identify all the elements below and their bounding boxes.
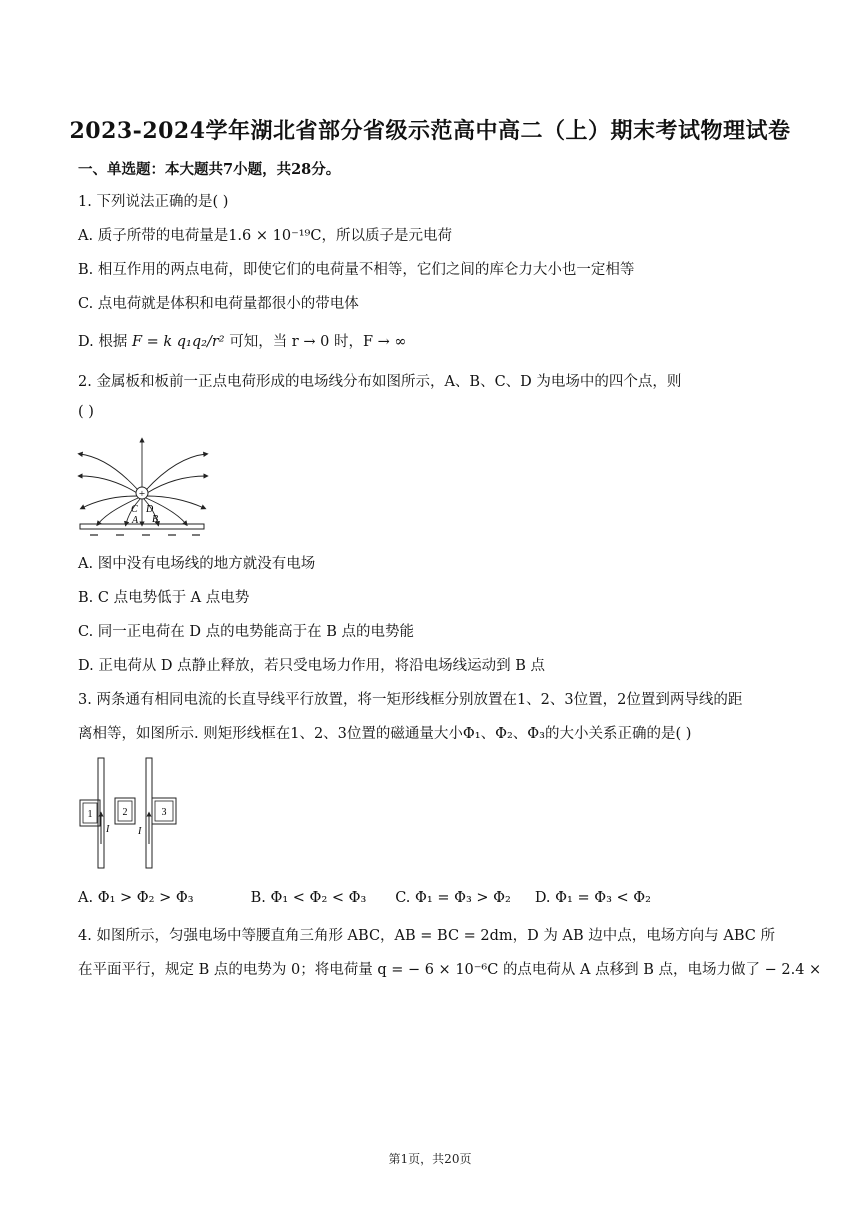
- q1-option-d-suffix: 可知，当 r → 0 时，F → ∞: [229, 334, 407, 350]
- q1-option-d-prefix: D. 根据: [78, 334, 128, 350]
- coulomb-formula: F = k q₁q₂/r²: [131, 334, 225, 350]
- q2-option-d: D. 正电荷从 D 点静止释放，若只受电场力作用，将沿电场线运动到 B 点: [78, 658, 546, 674]
- parallel-wires-figure: [76, 754, 186, 872]
- current-label-1: I: [106, 824, 110, 835]
- q4-line1: 4. 如图所示，匀强电场中等腰直角三角形 ABC，AB = BC = 2dm，D 为 AB 边中点，电场方向与 ABC 所: [78, 928, 775, 944]
- q1-stem: 1. 下列说法正确的是( ): [78, 194, 229, 210]
- q3-options: [78, 890, 651, 906]
- frame-2-label: 2: [122, 807, 128, 818]
- q1-option-d: [78, 330, 406, 351]
- q3-option-c: C. Φ₁ = Φ₃ > Φ₂: [395, 890, 511, 906]
- point-a-label: A: [132, 515, 139, 526]
- q2-paren: ( ): [78, 404, 94, 420]
- frame-1-label: 1: [87, 809, 93, 820]
- electric-field-figure: [76, 436, 210, 542]
- q2-option-a: A. 图中没有电场线的地方就没有电场: [78, 556, 316, 572]
- q2-option-c: C. 同一正电荷在 D 点的电势能高于在 B 点的电势能: [78, 624, 415, 640]
- q2-stem: 2. 金属板和板前一正点电荷形成的电场线分布如图所示，A、B、C、D 为电场中的四个点，则: [78, 374, 682, 390]
- q3-option-d: D. Φ₁ = Φ₃ < Φ₂: [534, 890, 651, 906]
- q1-option-a: A. 质子所带的电荷量是1.6 × 10⁻¹⁹C，所以质子是元电荷: [78, 228, 452, 244]
- frame-3-label: 3: [161, 807, 167, 818]
- wire-left: [98, 758, 104, 868]
- q1-option-c: C. 点电荷就是体积和电荷量都很小的带电体: [78, 296, 359, 312]
- point-d-label: D: [146, 504, 154, 515]
- q3-option-b: B. Φ₁ < Φ₂ < Φ₃: [250, 890, 367, 906]
- page-title: 2023-2024学年湖北省部分省级示范高中高二（上）期末考试物理试卷: [69, 118, 791, 144]
- q3-stem-line2: 离相等，如图所示. 则矩形线框在1、2、3位置的磁通量大小Φ₁、Φ₂、Φ₃的大小关系正确的是( ): [78, 726, 692, 742]
- point-c-label: C: [131, 504, 138, 515]
- current-label-2: I: [138, 826, 142, 837]
- q3-option-a: A. Φ₁ > Φ₂ > Φ₃: [78, 890, 194, 906]
- q3-stem-line1: 3. 两条通有相同电流的长直导线平行放置，将一矩形线框分别放置在1、2、3位置，2位置到两导线的距: [78, 692, 743, 708]
- q2-option-b: B. C 点电势低于 A 点电势: [78, 590, 250, 606]
- field-lines: [80, 440, 206, 524]
- metal-plate: [80, 524, 204, 529]
- point-b-label: B: [152, 514, 159, 525]
- wire-right: [146, 758, 152, 868]
- page-footer: 第1页，共20页: [388, 1152, 472, 1166]
- q4-line2: 在平面平行，规定 B 点的电势为 0；将电荷量 q = − 6 × 10⁻⁶C 的点电荷从 A 点移到 B 点，电场力做了 − 2.4 ×: [78, 962, 822, 978]
- positive-charge-label: +: [138, 488, 146, 500]
- q1-option-b: B. 相互作用的两点电荷，即使它们的电荷量不相等，它们之间的库仑力大小也一定相等: [78, 262, 635, 278]
- section-heading: 一、单选题：本大题共7小题，共28分。: [78, 161, 341, 178]
